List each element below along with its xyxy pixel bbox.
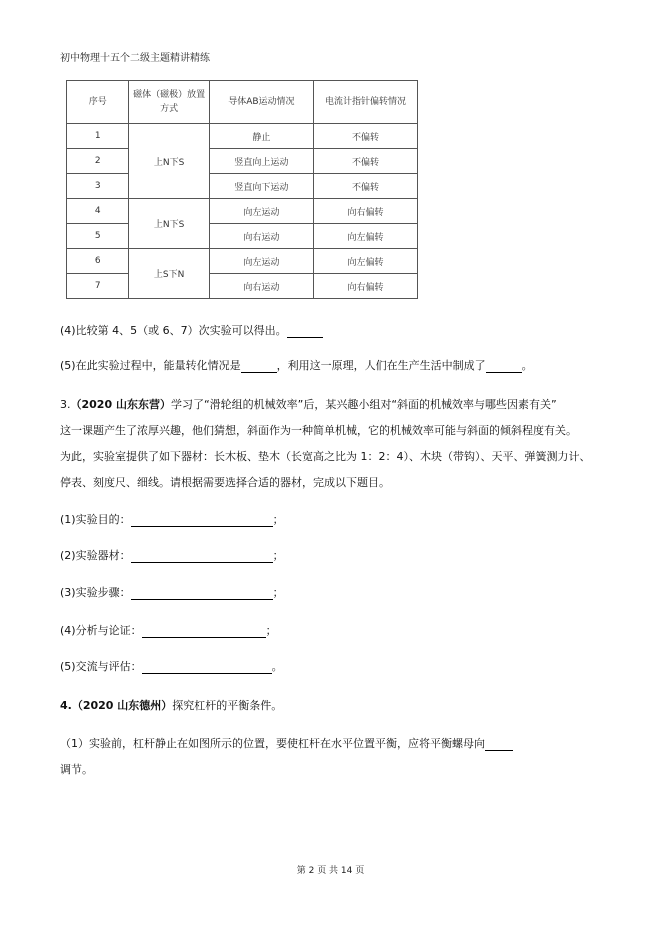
conductor-motion: 向右运动: [209, 224, 313, 249]
item-label: (3)实验步骤：: [60, 586, 131, 599]
item-label: (1)实验目的：: [60, 513, 131, 526]
item-end: ；: [272, 586, 284, 599]
answer-blank[interactable]: [142, 625, 266, 638]
table-header-row: [67, 81, 418, 124]
magnet-placement: 上N下S: [129, 199, 209, 249]
row-number: 3: [67, 174, 129, 199]
needle-deflection: 不偏转: [313, 149, 417, 174]
conductor-motion: 向左运动: [209, 249, 313, 274]
problem-4-q1-text: （1）实验前，杠杆静止在如图所示的位置，要使杠杆在水平位置平衡，应将平衡螺母向: [60, 737, 485, 750]
question-5-end: 。: [521, 359, 533, 372]
problem-4-q1-line-2: 调节。: [60, 763, 93, 776]
answer-blank[interactable]: [485, 738, 513, 751]
experiment-table: [66, 80, 418, 299]
row-number: 5: [67, 224, 129, 249]
problem-3-line-1: [60, 396, 557, 412]
table-row: [67, 274, 418, 299]
magnet-placement: 上S下N: [129, 249, 209, 299]
problem-3-line-4: 停表、刻度尺、细线。请根据需要选择合适的器材，完成以下题目。: [60, 476, 390, 489]
problem-4-line: [60, 697, 282, 713]
row-number: 6: [67, 249, 129, 274]
needle-deflection: 向左偏转: [313, 249, 417, 274]
page-header: 初中物理十五个二级主题精讲精练: [60, 53, 210, 64]
conductor-motion: 竖直向上运动: [209, 149, 313, 174]
item-label: (4)分析与论证：: [60, 624, 142, 637]
table-row: [67, 249, 418, 274]
item-label: (5)交流与评估：: [60, 660, 142, 673]
page-footer: 第 2 页 共 14 页: [296, 866, 365, 876]
problem-3-line-2: 这一课题产生了浓厚兴趣，他们猜想，斜面作为一种简单机械，它的机械效率可能与斜面的倾斜程度有关。: [60, 424, 577, 437]
magnet-placement: 上N下S: [129, 124, 209, 199]
header-cell: 磁体（磁极）放置方式: [129, 81, 209, 124]
question-4-text: (4)比较第 4、5（或 6、7）次实验可以得出。: [60, 324, 287, 337]
item-end: ；: [272, 549, 284, 562]
needle-deflection: 向左偏转: [313, 224, 417, 249]
item-end: ；: [272, 513, 284, 526]
question-5-line: [60, 357, 533, 373]
answer-blank[interactable]: [131, 514, 273, 527]
problem-3-number: 3.: [60, 398, 71, 411]
table-row: [67, 174, 418, 199]
header-cell: 导体AB运动情况: [209, 81, 313, 124]
item-label: (2)实验器材：: [60, 549, 131, 562]
problem-3-item-4: [60, 622, 277, 638]
row-number: 4: [67, 199, 129, 224]
problem-3-item-3: [60, 584, 284, 600]
question-5-text-a: (5)在此实验过程中，能量转化情况是: [60, 359, 241, 372]
needle-deflection: 向右偏转: [313, 199, 417, 224]
answer-blank[interactable]: [131, 550, 273, 563]
header-cell: 序号: [67, 81, 129, 124]
answer-blank[interactable]: [287, 325, 323, 338]
table-row: [67, 149, 418, 174]
conductor-motion: 静止: [209, 124, 313, 149]
problem-3-item-5: [60, 658, 283, 674]
answer-blank[interactable]: [486, 360, 522, 373]
conductor-motion: 向左运动: [209, 199, 313, 224]
table-row: [67, 124, 418, 149]
conductor-motion: 向右运动: [209, 274, 313, 299]
item-end: 。: [271, 660, 283, 673]
question-5-text-b: ，利用这一原理，人们在生产生活中制成了: [276, 359, 486, 372]
table-row: [67, 199, 418, 224]
conductor-motion: 竖直向下运动: [209, 174, 313, 199]
header-cell: 电流计指针偏转情况: [313, 81, 417, 124]
problem-3-source: （2020 山东东营）: [70, 398, 171, 411]
problem-4-title: 探究杠杆的平衡条件。: [172, 699, 283, 712]
problem-4-q1-line-1: [60, 735, 513, 751]
row-number: 2: [67, 149, 129, 174]
problem-3-item-1: [60, 511, 284, 527]
problem-4-number: 4.: [60, 699, 72, 712]
answer-blank[interactable]: [131, 587, 273, 600]
needle-deflection: 向右偏转: [313, 274, 417, 299]
needle-deflection: 不偏转: [313, 174, 417, 199]
problem-4-source: （2020 山东德州）: [71, 699, 173, 712]
problem-3-item-2: [60, 547, 284, 563]
row-number: 1: [67, 124, 129, 149]
problem-3-line-3: 为此，实验室提供了如下器材：长木板、垫木（长宽高之比为 1：2：4）、木块（带钩）、天平、弹簧测力计、: [60, 450, 591, 463]
answer-blank[interactable]: [142, 661, 272, 674]
table-row: [67, 224, 418, 249]
needle-deflection: 不偏转: [313, 124, 417, 149]
question-4-line: [60, 322, 323, 338]
problem-3-text-1: 学习了“滑轮组的机械效率”后，某兴趣小组对“斜面的机械效率与哪些因素有关”: [170, 398, 557, 411]
item-end: ；: [265, 624, 277, 637]
answer-blank[interactable]: [241, 360, 277, 373]
row-number: 7: [67, 274, 129, 299]
